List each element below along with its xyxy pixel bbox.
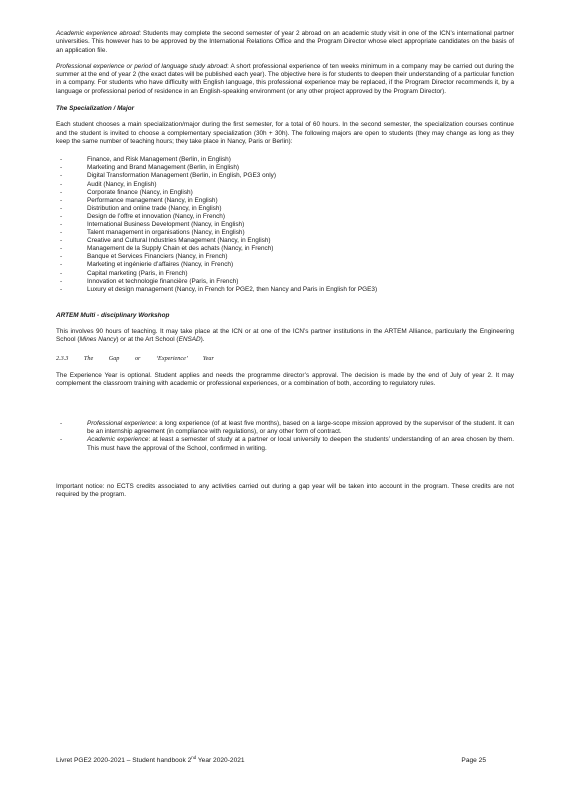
gap-year-options-list bbox=[56, 420, 514, 453]
major-item: - Performance management (Nancy, in English) bbox=[60, 197, 514, 205]
academic-abroad-label: Academic experience abroad bbox=[56, 30, 140, 37]
professional-experience-paragraph bbox=[56, 63, 514, 96]
major-item: - Talent management in organisations (Nancy, in English) bbox=[60, 229, 514, 237]
major-item: - Creative and Cultural Industries Management (Nancy, in English) bbox=[60, 237, 514, 245]
important-notice: Important notice: no ECTS credits associated to any activities carried out during a gap year will be taken into account in the program. These credits are not required by the program. bbox=[56, 482, 514, 499]
gap-option-text: : a long experience (of at least five months), based on a large-scope mission approved by the supervisor of the student. It can be an internship agreement (in compliance with regulations), or any other form of contract. bbox=[87, 419, 514, 435]
footer-title-end: Year 2020-2021 bbox=[196, 757, 245, 764]
footer-title bbox=[56, 754, 245, 765]
major-item: - Marketing and Brand Management (Berlin, in English) bbox=[60, 164, 514, 172]
document-page bbox=[56, 30, 514, 499]
footer-title-sup: nd bbox=[191, 754, 197, 760]
major-item: - Digital Transformation Management (Berlin, in English, PGE3 only) bbox=[60, 172, 514, 180]
professional-experience-text: : A short professional experience of ten weeks minimum in a company may be carried out during the summer at the end of year 2 (the exact dates will be published each year). The objective here is for students to deepen their understanding of a particular function in a company. For students who have difficulty with English language, this professional experience may be replaced, if the Program Director recommends it, by a language or professional period of residence in an English-speaking environment (or any other project approved by the Program Director). bbox=[56, 62, 514, 95]
gap-option-label: Academic experience bbox=[87, 436, 149, 444]
major-item: - Design de l’offre et innovation (Nancy, in French) bbox=[60, 213, 514, 221]
major-item: - Marketing et ingénierie d’affaires (Nancy, in French) bbox=[60, 261, 514, 269]
major-item: - Innovation et technologie financière (Paris, in French) bbox=[60, 278, 514, 286]
gap-year-paragraph: The Experience Year is optional. Student applies and needs the programme director’s approval. The decision is made by the end of July of year 2. It may complement the classroom training with academic or professional experiences, or a combination of both, according to regulatory rules. bbox=[56, 372, 514, 388]
professional-experience-label: Professional experience or period of language study abroad bbox=[56, 62, 227, 70]
major-item: - Audit (Nancy, in English) bbox=[60, 181, 514, 189]
specialization-heading: The Specialization / Major bbox=[56, 105, 135, 113]
page-number: Page 25 bbox=[461, 757, 486, 764]
artem-text-before: This involves 90 hours of teaching. It may take place at the ICN or at one of the ICN’s partner institutions in the ARTEM Alliance, particularly the Engineering School ( bbox=[56, 328, 514, 344]
mines-nancy-text: Mines Nancy bbox=[79, 336, 117, 344]
major-item: - Corporate finance (Nancy, in English) bbox=[60, 189, 514, 197]
academic-abroad-text: : Students may complete the second semester of year 2 abroad on an academic study visit in one of the ICN’s international partner universities. This however has to be approved by the International Relations Office and the Program Director whose elect appropriate candidates on the basis of an application file. bbox=[56, 30, 514, 54]
gap-option-label: Professional experience bbox=[87, 419, 156, 427]
academic-abroad-paragraph bbox=[56, 30, 514, 55]
gap-option-text: : at least a semester of study at a partner or local university to deepen the students’ understanding of an area chosen by them. This must have the approval of the School, confirmed in writing. bbox=[87, 436, 514, 452]
artem-heading: ARTEM Multi - disciplinary Workshop bbox=[56, 311, 170, 319]
major-item: - Management de la Supply Chain et des achats (Nancy, in French) bbox=[60, 245, 514, 253]
artem-text-after: ). bbox=[200, 336, 205, 344]
major-item: - Luxury et design management (Nancy, in French for PGE2, then Nancy and Paris in English for PGE3) bbox=[60, 286, 514, 294]
major-item: - Distribution and online trade (Nancy, in English) bbox=[60, 205, 514, 213]
ensad-text: ENSAD bbox=[178, 336, 201, 344]
gap-year-subheading: 2.3.3 The Gap or ‘Experience’ Year bbox=[56, 354, 214, 362]
gap-year-option-professional bbox=[60, 420, 514, 437]
page-footer bbox=[56, 754, 486, 765]
specialization-intro: Each student chooses a main specialization/major during the first semester, for a total of 60 hours. In the second semester, the specialization courses continue and the student is invited to choose a complementary specialization (30h + 30h). The following majors are open to students (they may change as long as they keep the same number of teaching hours; they take place in Nancy, Paris or Berlin): bbox=[56, 121, 514, 145]
major-item: - International Business Development (Nancy, in English) bbox=[60, 221, 514, 229]
majors-list bbox=[56, 156, 514, 294]
footer-title-start: Livret PGE2 2020-2021 – Student handbook 2 bbox=[56, 757, 192, 764]
artem-text-middle: ) or at the Art School ( bbox=[116, 336, 179, 344]
major-item: - Banque et Services Financiers (Nancy, in French) bbox=[60, 253, 514, 261]
artem-paragraph bbox=[56, 328, 514, 345]
gap-year-option-academic bbox=[60, 436, 514, 453]
major-item: - Finance, and Risk Management (Berlin, in English) bbox=[60, 156, 514, 164]
major-item: - Capital marketing (Paris, in French) bbox=[60, 270, 514, 278]
